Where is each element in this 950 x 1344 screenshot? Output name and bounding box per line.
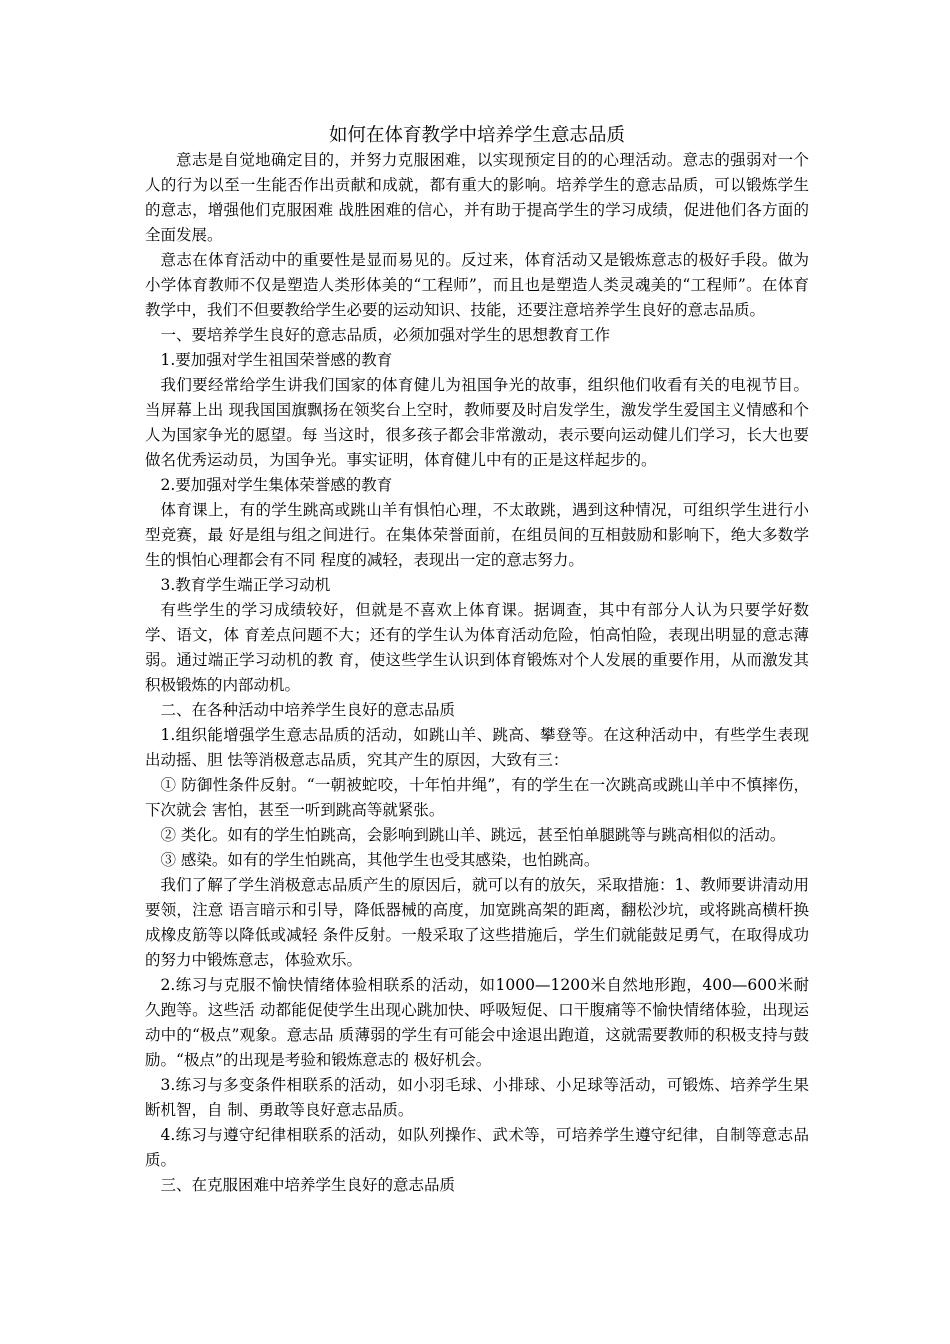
document-page (145, 124, 809, 1198)
paragraph-2-2: 2.练习与克服不愉快情绪体验相联系的活动，如1000—1200米自然地形跑，400—600米耐久跑等。这些活 动都能促使学生出现心跳加快、呼吸短促、口干腹痛等不愉快情绪体验，出现运动中的“极点”观象。意志品 质薄弱的学生有可能会中途退出跑道，这就需要教师的积极支持与鼓励。“极点”的出现是考验和锻炼意志的 极好机会。 (145, 976, 809, 1069)
section-heading-1: 一、要培养学生良好的意志品质，必须加强对学生的思想教育工作 (160, 326, 611, 344)
paragraph-2-1-a: ① 防御性条件反射。“一朝被蛇咬，十年怕井绳”，有的学生在一次跳高或跳山羊中不慎摔伤，下次就会 害怕，甚至一听到跳高等就紧张。 (145, 776, 809, 819)
paragraph-2-4: 4.练习与遵守纪律相联系的活动，如队列操作、武术等，可培养学生遵守纪律，自制等意志品质。 (145, 1126, 809, 1169)
paragraph-2-3: 3.练习与多变条件相联系的活动，如小羽毛球、小排球、小足球等活动，可锻炼、培养学生果断机智，自 制、勇敢等良好意志品质。 (145, 1076, 809, 1119)
paragraph-importance: 意志在体育活动中的重要性是显而易见的。反过来，体育活动又是锻炼意志的极好手段。做为小学体育教师不仅是塑造人类形体美的“工程师”，而且也是塑造人类灵魂美的“工程师”。在体育 教学中，我们不但要教给学生必要的运动知识、技能，还要注意培养学生良好的意志品质。 (145, 251, 809, 319)
paragraph-2-1-c: ③ 感染。如有的学生怕跳高，其他学生也受其感染，也怕跳高。 (160, 851, 600, 869)
subheading-1-1: 1.要加强对学生祖国荣誉感的教育 (160, 351, 393, 369)
subheading-1-3: 3.教育学生端正学习动机 (160, 576, 331, 594)
paragraph-1-1: 我们要经常给学生讲我们国家的体育健儿为祖国争光的故事，组织他们收看有关的电视节目。当屏幕上出 现我国国旗飘扬在领奖台上空时，教师要及时启发学生，激发学生爱国主义情感和个人为国家争光的愿望。每 当这时，很多孩子都会非常激动，表示要向运动健儿们学习，长大也要做名优秀运动员，为国争光。事实证明，体育健儿中有的正是这样起步的。 (145, 376, 809, 469)
paragraph-2-1-measures: 我们了解了学生消极意志品质产生的原因后，就可以有的放矢，采取措施：1、教师要讲清动用要领，注意 语言暗示和引导，降低器械的高度，加宽跳高架的距离，翻松沙坑，或将跳高横杆换成橡皮筋等以降低或减轻 条件反射。一般采取了这些措施后，学生们就能鼓足勇气，在取得成功的努力中锻炼意志，体验欢乐。 (145, 876, 809, 969)
paragraph-intro: 意志是自觉地确定目的，并努力克服困难，以实现预定目的的心理活动。意志的强弱对一个人的行为以至一生能否作出贡献和成就，都有重大的影响。培养学生的意志品质，可以锻炼学生的意志，增强他们克服困难 战胜困难的信心，并有助于提高学生的学习成绩，促进他们各方面的全面发展。 (145, 151, 809, 244)
paragraph-1-2: 体育课上，有的学生跳高或跳山羊有惧怕心理，不太敢跳，遇到这种情况，可组织学生进行小型竞赛，最 好是组与组之间进行。在集体荣誉面前，在组员间的互相鼓励和影响下，绝大多数学生的惧怕心理都会有不同 程度的减轻，表现出一定的意志努力。 (145, 501, 809, 569)
paragraph-2-1-b: ② 类化。如有的学生怕跳高，会影响到跳山羊、跳远，甚至怕单腿跳等与跳高相似的活动。 (160, 826, 786, 844)
subheading-1-2: 2.要加强对学生集体荣誉感的教育 (160, 476, 393, 494)
document-title: 如何在体育教学中培养学生意志品质 (328, 125, 625, 146)
section-heading-3: 三、在克服困难中培养学生良好的意志品质 (160, 1176, 456, 1194)
paragraph-2-1: 1.组织能增强学生意志品质的活动，如跳山羊、跳高、攀登等。在这种活动中，有些学生表现出动摇、胆 怯等消极意志品质，究其产生的原因，大致有三： (145, 726, 809, 769)
paragraph-1-3: 有些学生的学习成绩较好，但就是不喜欢上体育课。据调查，其中有部分人认为只要学好数学、语文，体 育差点问题不大；还有的学生认为体育活动危险，怕高怕险，表现出明显的意志薄弱。通过端正学习动机的教 育，使这些学生认识到体育锻炼对个人发展的重要作用，从而激发其积极锻炼的内部动机。 (145, 601, 809, 694)
section-heading-2: 二、在各种活动中培养学生良好的意志品质 (160, 701, 456, 719)
